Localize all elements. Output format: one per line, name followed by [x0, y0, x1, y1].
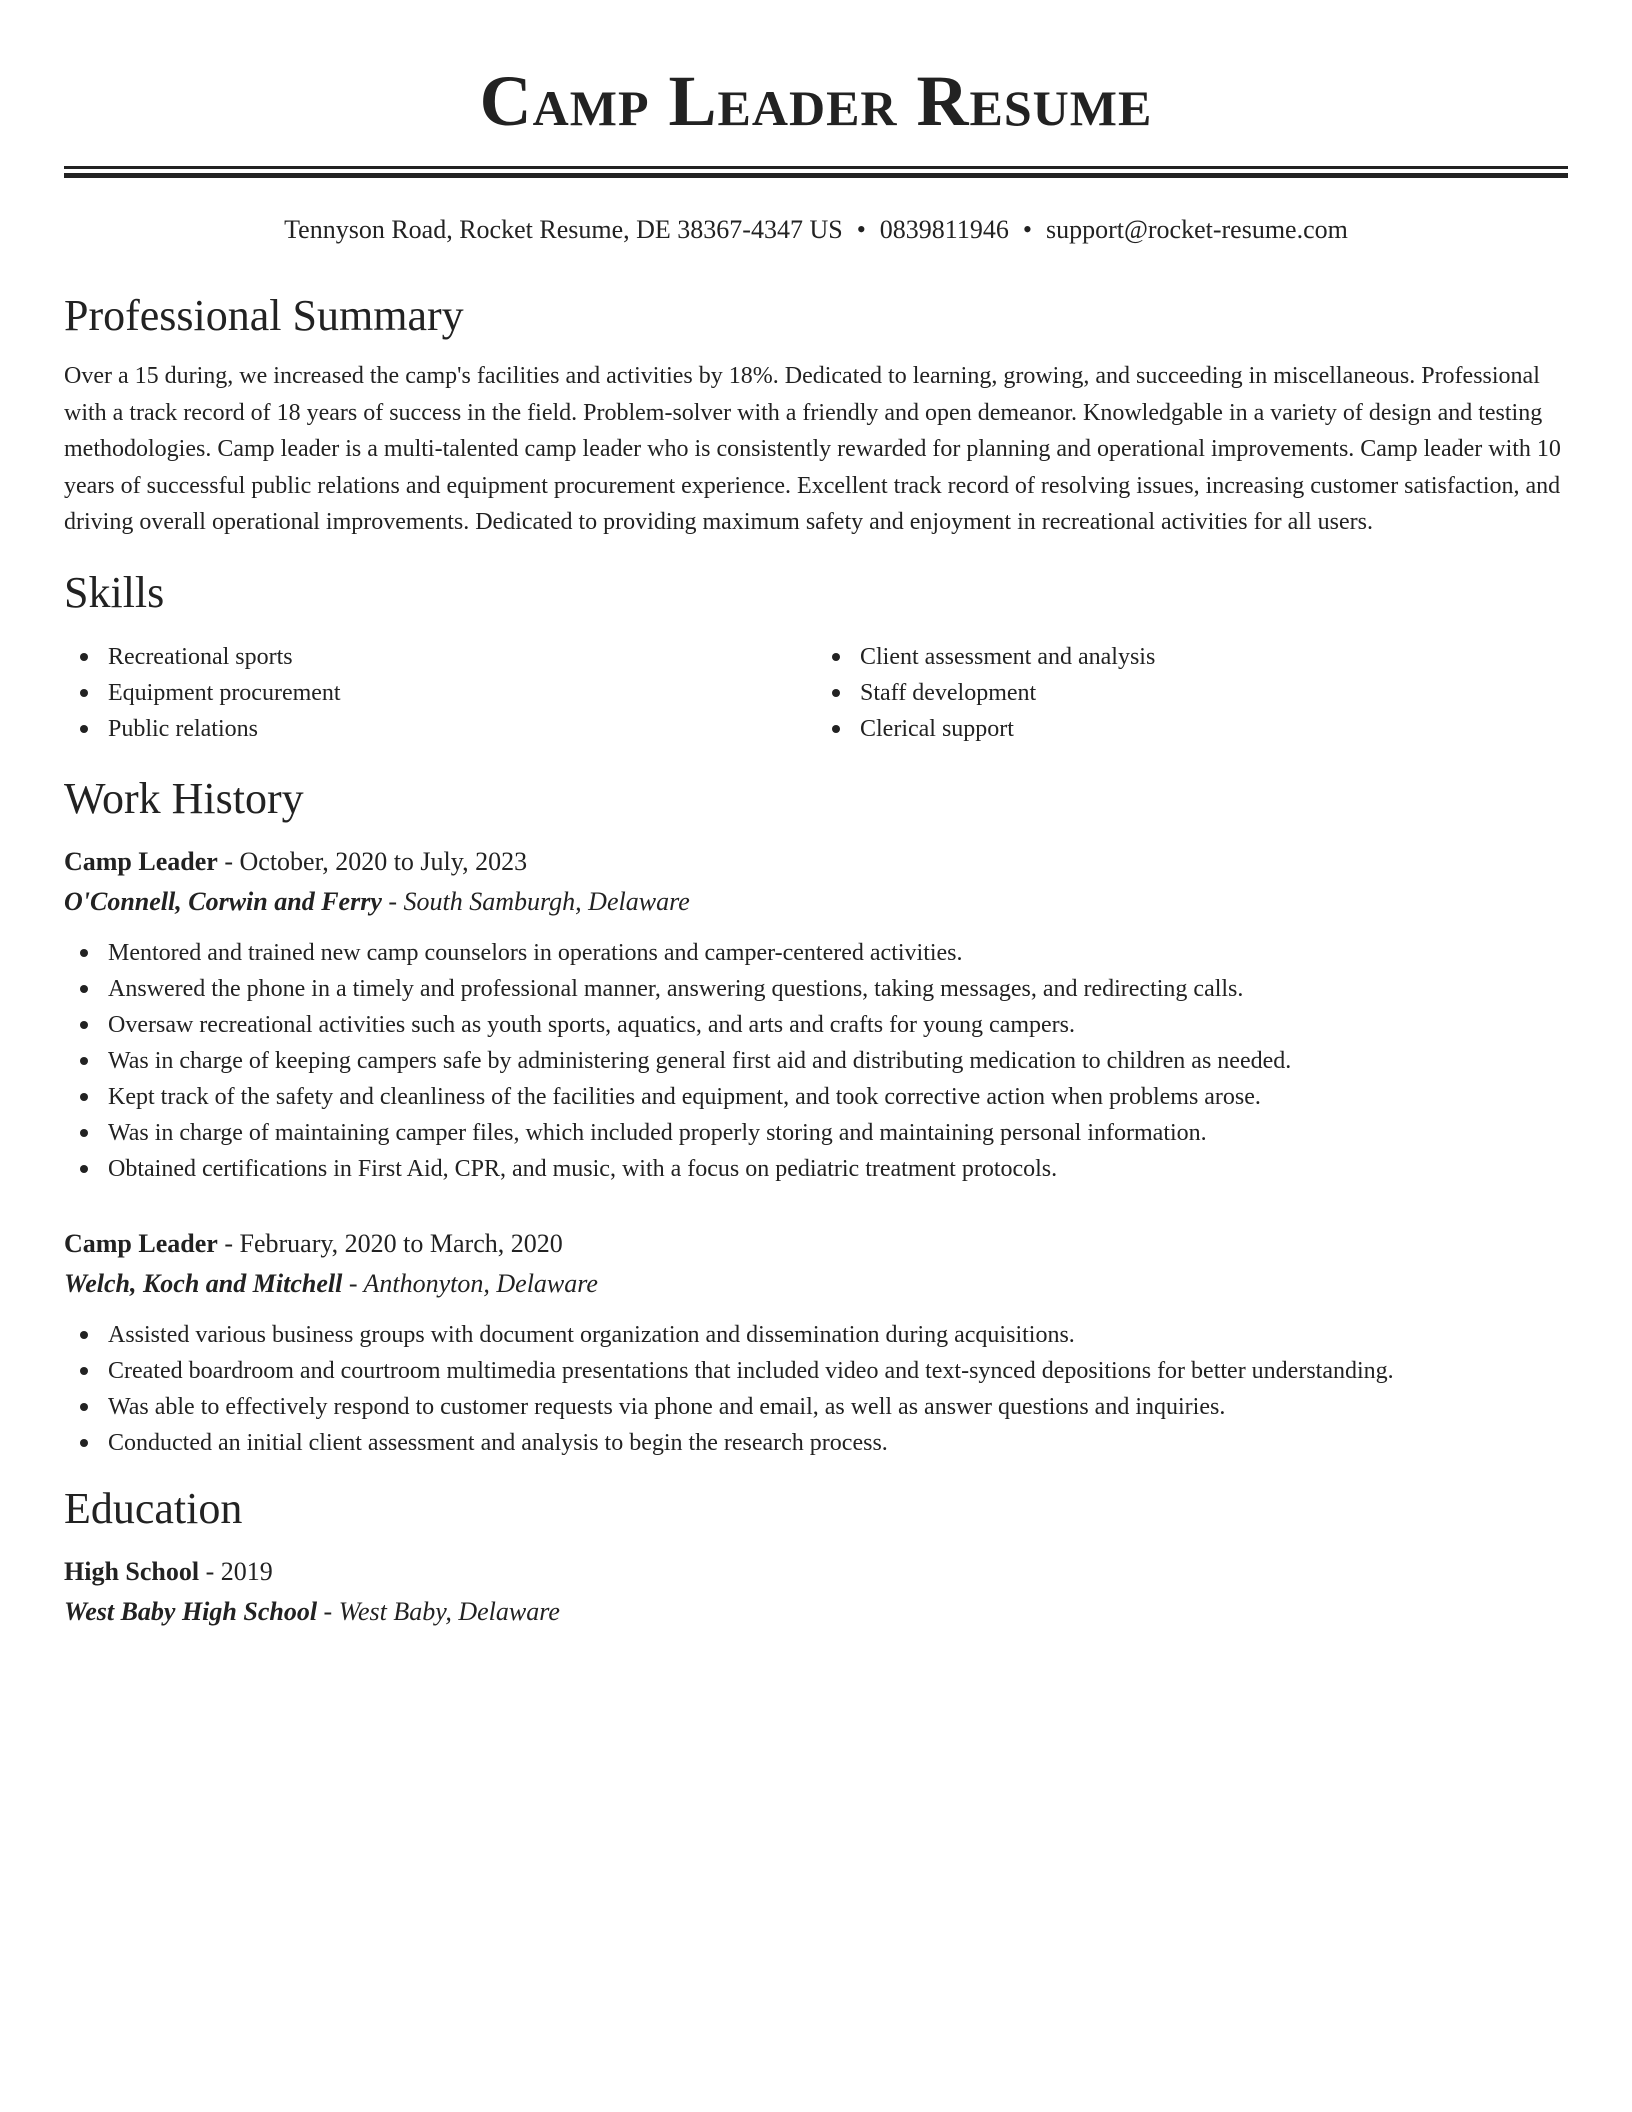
education-location: West Baby, Delaware [338, 1596, 560, 1626]
job-location: Anthonyton, Delaware [363, 1268, 598, 1298]
summary-heading: Professional Summary [64, 291, 464, 340]
job-bullet: Answered the phone in a timely and professional manner, answering questions, taking messages, and redirecting calls. [108, 971, 1568, 1007]
contact-email: support@rocket-resume.com [1045, 215, 1348, 244]
job-location: South Samburgh, Delaware [403, 886, 690, 916]
skill-item: Client assessment and analysis [860, 639, 1568, 675]
job-bullet-list [64, 1317, 1568, 1461]
skill-item: Clerical support [860, 711, 1568, 747]
job-bullet: Mentored and trained new camp counselors in operations and camper-centered activities. [108, 935, 1568, 971]
job-entry [64, 1227, 1568, 1461]
job-entry [64, 845, 1568, 1187]
job-bullet: Was in charge of maintaining camper files, which included properly storing and maintaining personal information. [108, 1115, 1568, 1151]
contact-separator: • [856, 215, 866, 244]
skills-grid [64, 639, 1568, 747]
job-dates: October, 2020 to July, 2023 [239, 846, 528, 876]
job-company-line: Welch, Koch and Mitchell - Anthonyton, Delaware [64, 1268, 598, 1298]
education-school: West Baby High School [64, 1596, 318, 1626]
job-bullet: Kept track of the safety and cleanliness of the facilities and equipment, and took corrective action when problems arose. [108, 1079, 1568, 1115]
skills-list [64, 639, 816, 747]
job-bullet: Created boardroom and courtroom multimedia presentations that included video and text-synced depositions for better understanding. [108, 1353, 1568, 1389]
education-heading: Education [64, 1483, 243, 1533]
job-bullet-list [64, 935, 1568, 1187]
job-bullet: Was in charge of keeping campers safe by administering general first aid and distributing medication to children as needed. [108, 1043, 1568, 1079]
job-bullet: Was able to effectively respond to customer requests via phone and email, as well as answer questions and inquiries. [108, 1389, 1568, 1425]
job-dates: February, 2020 to March, 2020 [239, 1228, 563, 1258]
education-degree: High School [64, 1556, 200, 1586]
summary-section [64, 290, 1568, 541]
skill-item: Recreational sports [108, 639, 816, 675]
education-school-line: West Baby High School - West Baby, Delaware [64, 1596, 560, 1626]
work-history-heading: Work History [64, 773, 304, 823]
job-bullet: Oversaw recreational activities such as youth sports, aquatics, and arts and crafts for young campers. [108, 1007, 1568, 1043]
title-divider [64, 166, 1568, 178]
job-company: O'Connell, Corwin and Ferry [64, 886, 382, 916]
skill-item: Public relations [108, 711, 816, 747]
summary-text: Over a 15 during, we increased the camp's facilities and activities by 18%. Dedicated to learning, growing, and succeeding in miscellaneous. Professional with a track record of 18 years of success in the field. Problem-solver with a friendly and open demeanor. Knowledgable in a variety of design and testing methodologies. Camp leader is a multi-talented camp leader who is consistently rewarded for planning and operational improvements. Camp leader with 10 years of successful public relations and equipment procurement experience. Excellent track record of resolving issues, increasing customer satisfaction, and driving overall operational improvements. Dedicated to providing maximum safety and enjoyment in recreational activities for all users. [64, 363, 1561, 536]
job-title-line: Camp Leader - February, 2020 to March, 2020 [64, 1228, 563, 1258]
job-company-line: O'Connell, Corwin and Ferry - South Samburgh, Delaware [64, 886, 690, 916]
skill-item: Equipment procurement [108, 675, 816, 711]
job-company: Welch, Koch and Mitchell [64, 1268, 343, 1298]
education-degree-line: High School - 2019 [64, 1556, 273, 1586]
job-bullet: Conducted an initial client assessment and analysis to begin the research process. [108, 1425, 1568, 1461]
education-year: 2019 [220, 1556, 273, 1586]
skills-section [64, 567, 1568, 747]
contact-phone: 0839811946 [879, 215, 1009, 244]
education-section [64, 1483, 1568, 1629]
skills-heading: Skills [64, 567, 165, 617]
work-history-section [64, 773, 1568, 1461]
skills-column-right [816, 639, 1568, 747]
job-bullet: Assisted various business groups with document organization and dissemination during acquisitions. [108, 1317, 1568, 1353]
contact-address: Tennyson Road, Rocket Resume, DE 38367-4347 US [284, 215, 843, 244]
job-bullet: Obtained certifications in First Aid, CPR, and music, with a focus on pediatric treatment protocols. [108, 1151, 1568, 1187]
job-title-line: Camp Leader - October, 2020 to July, 2023 [64, 846, 528, 876]
job-title: Camp Leader [64, 846, 218, 876]
skills-list [816, 639, 1568, 747]
resume-title: Camp Leader Resume [479, 61, 1153, 141]
skills-column-left [64, 639, 816, 747]
contact-separator: • [1022, 215, 1032, 244]
skill-item: Staff development [860, 675, 1568, 711]
contact-line [64, 214, 1568, 246]
job-title: Camp Leader [64, 1228, 218, 1258]
